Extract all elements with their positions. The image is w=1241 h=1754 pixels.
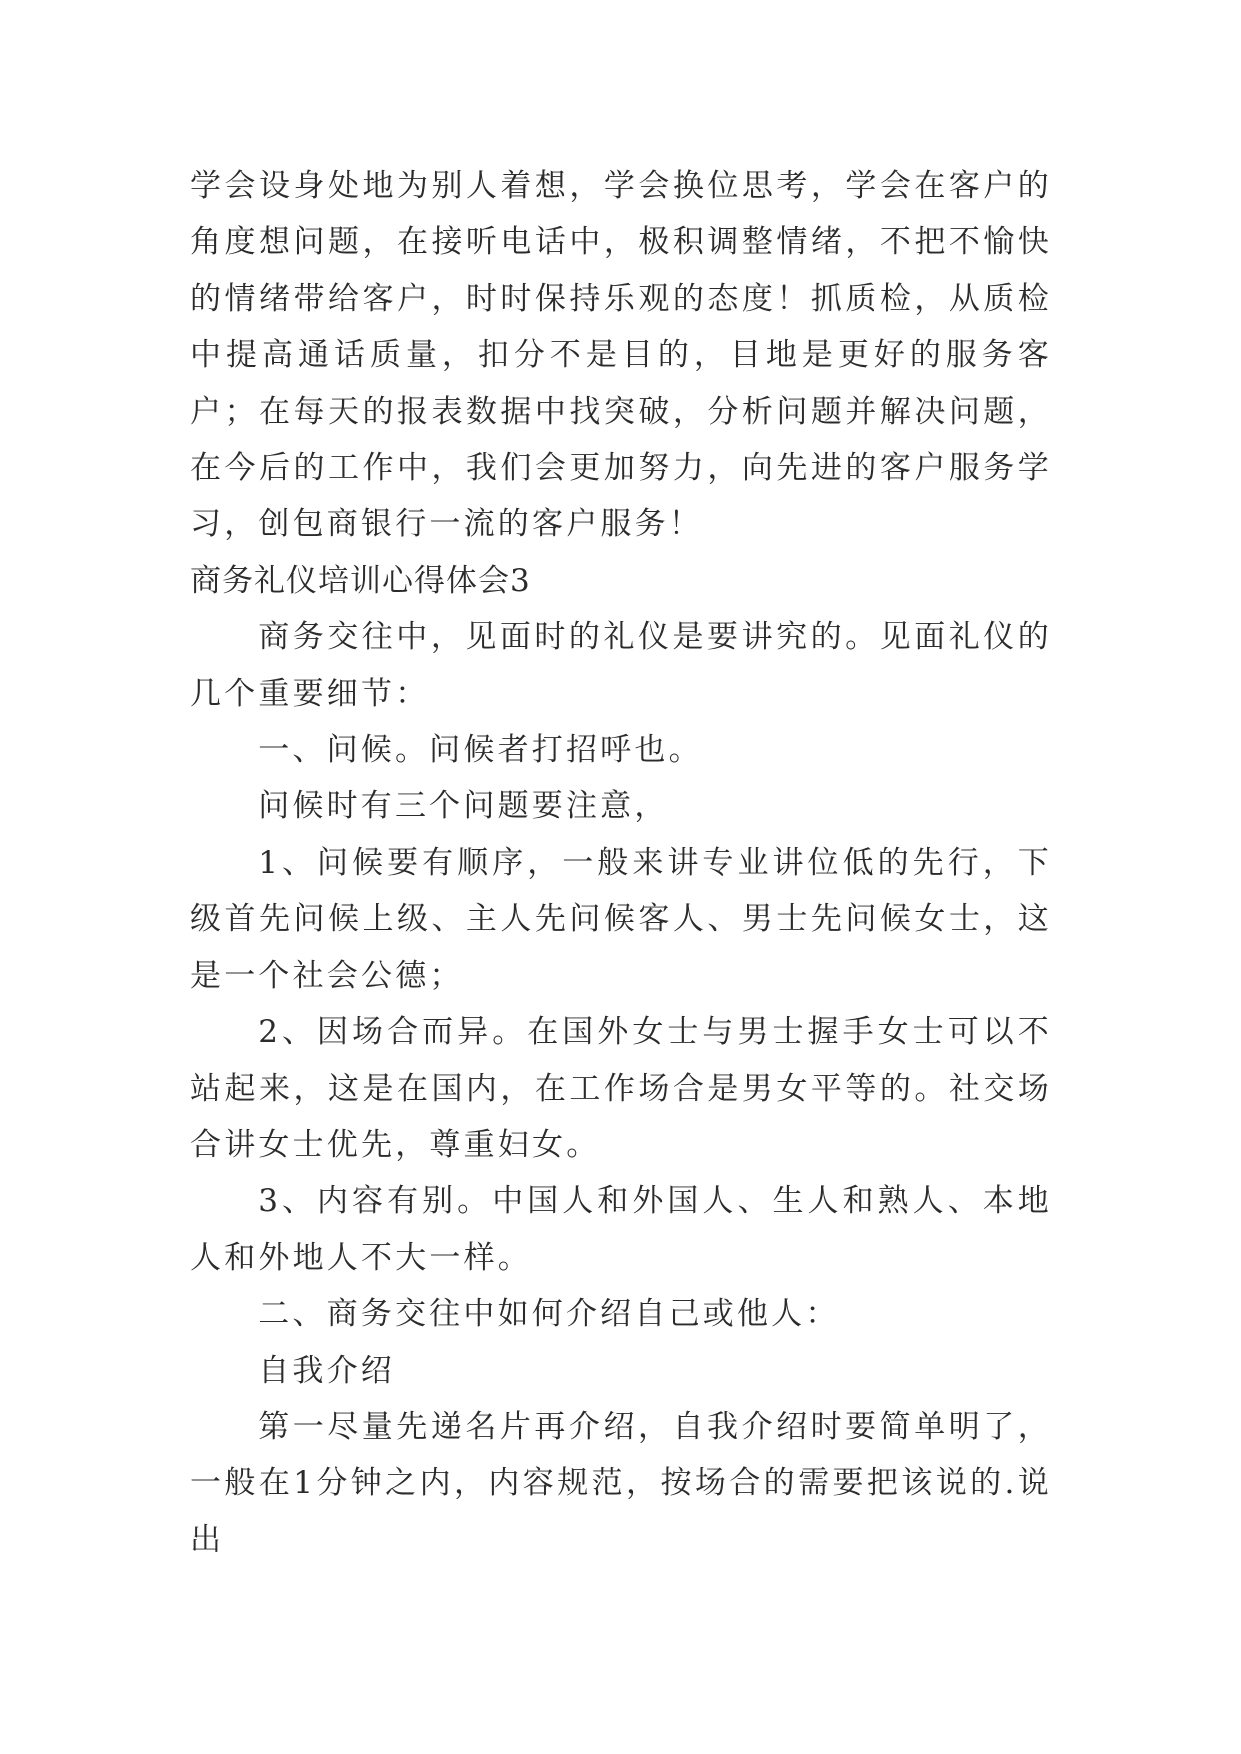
paragraph-self-introduction-detail: 第一尽量先递名片再介绍，自我介绍时要简单明了，一般在1分钟之内，内容规范，按场合的需要把该说的.说出 bbox=[190, 1408, 1052, 1558]
paragraph-item-2-occasion: 2、因场合而异。在国外女士与男士握手女士可以不站起来，这是在国内，在工作场合是男女平等的。社交场合讲女士优先，尊重妇女。 bbox=[190, 1014, 1052, 1163]
paragraph-meeting-etiquette-intro: 商务交往中，见面时的礼仪是要讲究的。见面礼仪的几个重要细节： bbox=[190, 619, 1052, 712]
paragraph-item-3-content: 3、内容有别。中国人和外国人、生人和熟人、本地人和外地人不大一样。 bbox=[190, 1183, 1052, 1276]
paragraph-introductions-point: 二、商务交往中如何介绍自己或他人： bbox=[258, 1296, 840, 1333]
document-body bbox=[190, 158, 1052, 1568]
paragraph-item-1-order: 1、问候要有顺序，一般来讲专业讲位低的先行，下级首先问候上级、主人先问候客人、男士先问候女士，这是一个社会公德； bbox=[190, 844, 1052, 994]
paragraph-greeting-issues: 问候时有三个问题要注意， bbox=[258, 788, 669, 825]
paragraph-customer-service-summary: 学会设身处地为别人着想，学会换位思考，学会在客户的角度想问题，在接听电话中，极积调整情绪，不把不愉快的情绪带给客户，时时保持乐观的态度！抓质检，从质检中提高通话质量，扣分不是目的，目地是更好的服务客户；在每天的报表数据中找突破，分析问题并解决问题，在今后的工作中，我们会更加努力，向先进的客户服务学习，创包商银行一流的客户服务！ bbox=[190, 168, 1052, 543]
section-heading: 商务礼仪培训心得体会3 bbox=[190, 562, 531, 599]
paragraph-greeting-point: 一、问候。问候者打招呼也。 bbox=[258, 732, 703, 769]
paragraph-self-introduction-title: 自我介绍 bbox=[258, 1352, 395, 1389]
